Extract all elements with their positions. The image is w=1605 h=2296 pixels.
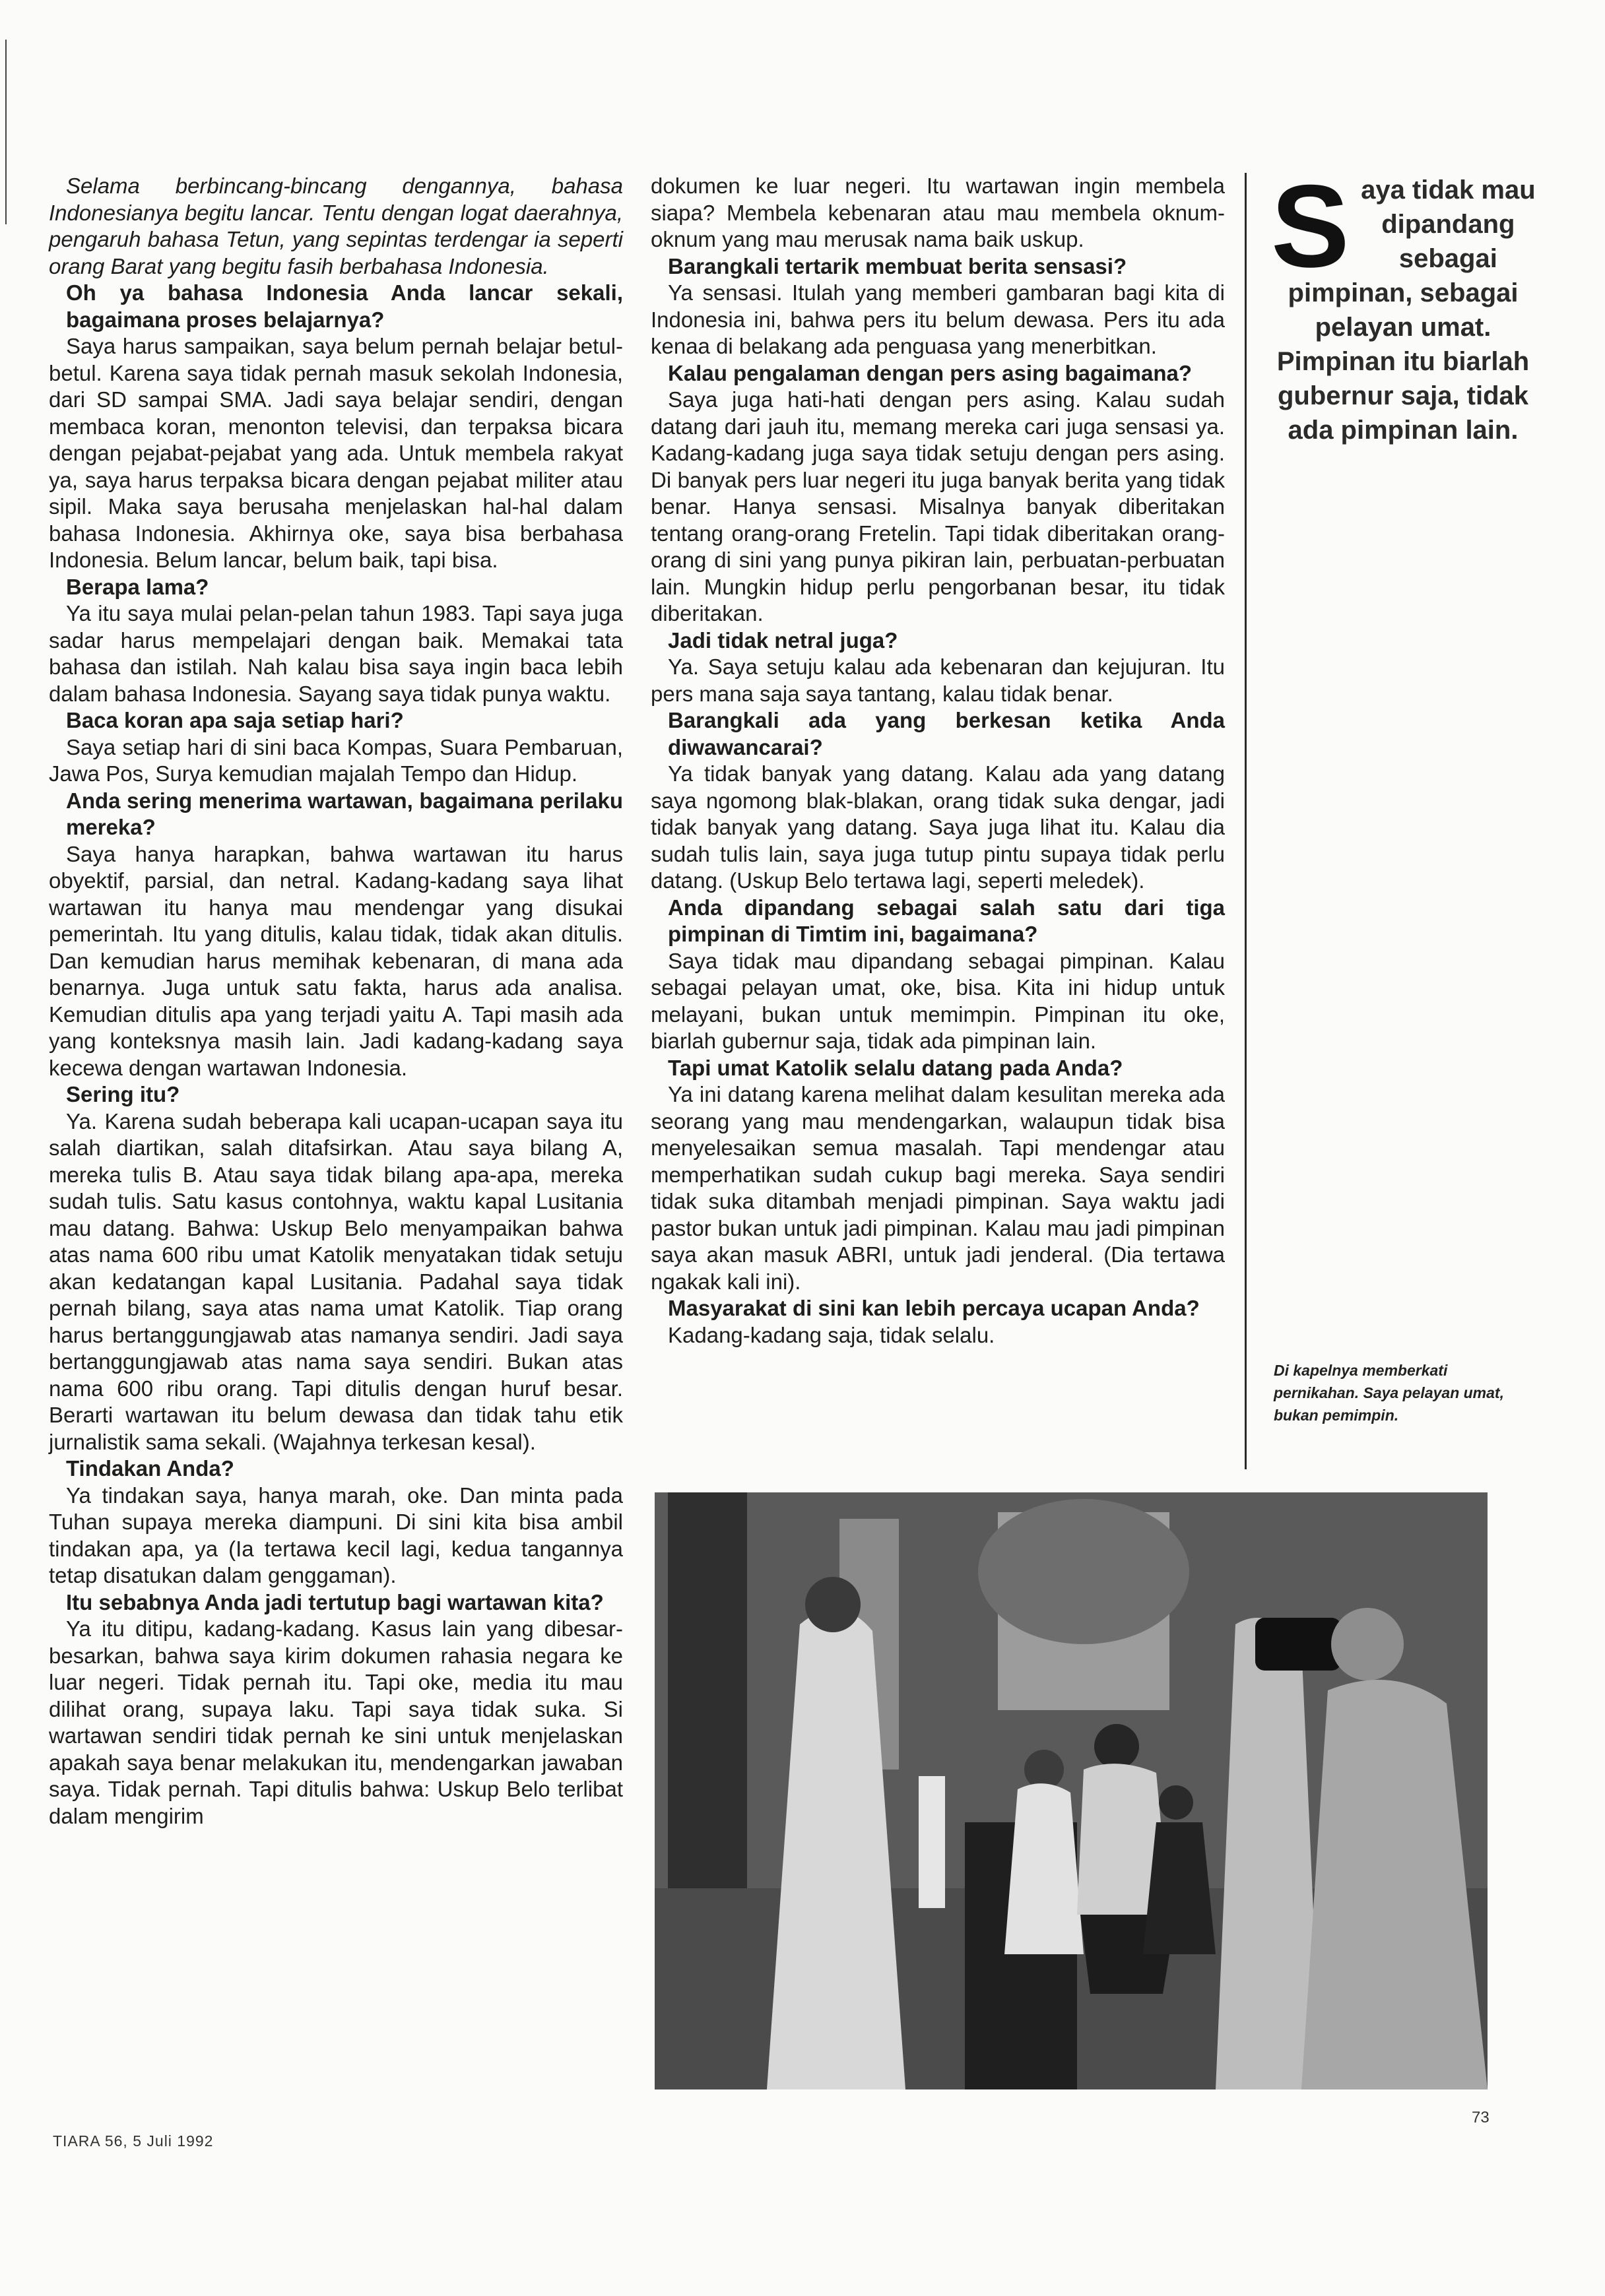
paragraph: Ya tindakan saya, hanya marah, oke. Dan minta pada Tuhan supaya mereka diampuni. Di sini kita bisa ambil tindakan apa, ya (Ia tertawa kecil lagi, kedua tangannya tetap disatukan dalam genggaman). xyxy=(49,1483,623,1587)
paragraph: Ya sensasi. Itulah yang memberi gambaran bagi kita di Indonesia ini, bahwa pers itu belum dewasa. Pers itu ada kenaa di belakang ada penguasa yang menerbitkan. xyxy=(651,280,1225,358)
paragraph: Saya hanya harapkan, bahwa wartawan itu harus obyektif, parsial, dan netral. Kadang-kadang saya lihat wartawan itu hanya mau mendengar yang disukai pemerintah. Itu yang ditulis, kalau tidak, tidak akan ditulis. Dan kemudian harus memihak kebenaran, di mana ada benarnya. Juga untuk satu fakta, harus ada analisa. Kemudian ditulis apa yang terjadi yaitu A. Tapi masih ada yang konteksnya masih lain. Jadi kadang-kadang saya kecewa dengan wartawan Indonesia. xyxy=(49,841,623,1080)
interview-question: Anda dipandang sebagai salah satu dari tiga pimpinan di Timtim ini, bagaimana? xyxy=(668,895,1225,946)
margin-rule xyxy=(5,40,7,224)
paragraph: Ya tidak banyak yang datang. Kalau ada yang datang saya ngomong blak-blakan, orang tidak suka dengar, jadi tidak banyak yang datang. Saya juga lihat itu. Kalau dia sudah tulis lain, saya juga tutup pintu supaya tidak perlu datang. (Uskup Belo tertawa lagi, seperti meledek). xyxy=(651,761,1225,893)
interview-question: Sering itu? xyxy=(66,1082,180,1106)
paragraph: Saya harus sampaikan, saya belum pernah belajar betul-betul. Karena saya tidak pernah masuk sekolah Indonesia, dari SD sampai SMA. Jadi saya belajar sendiri, dengan membaca koran, menonton televisi, dan terpaksa bicara dengan pejabat-pejabat yang ada. Untuk membela rakyat ya, saya harus terpaksa bicara dengan pejabat militer atau sipil. Maka saya berusaha menjelaskan hal-hal dalam bahasa Indonesia. Akhirnya oke, saya bisa berbahasa Indonesia. Belum lancar, belum baik, tapi bisa. xyxy=(49,334,623,572)
paragraph: Ya itu ditipu, kadang-kadang. Kasus lain yang dibesar-besarkan, bahwa saya kirim dokumen rahasia negara ke luar negeri. Tidak pernah itu. Tapi oke, media itu mau dilihat orang, supaya laku. Tapi saya tidak suka. Si wartawan sendiri tidak pernah ke sini untuk menjelaskan apakah saya benar melakukan itu, mendengarkan jawaban saya. Tidak pernah. Tapi ditulis bahwa: Uskup Belo terlibat dalam mengirim xyxy=(49,1616,623,1828)
interview-question: Barangkali tertarik membuat berita sensasi? xyxy=(668,253,1127,278)
interview-question: Kalau pengalaman dengan pers asing bagaimana? xyxy=(668,360,1193,385)
paragraph: Ya ini datang karena melihat dalam kesulitan mereka ada seorang yang mau mendengarkan, walaupun tidak bisa menyelesaikan semua masalah. Tapi mendengar atau memperhatikan sudah cukup bagi mereka. Saya sendiri tidak suka ditambah menjadi pimpinan. Saya waktu jadi pastor bukan untuk jadi pimpinan. Kalau mau jadi pimpinan saya akan masuk ABRI, untuk jadi jenderal. (Dia tertawa ngakak kali ini). xyxy=(651,1082,1225,1294)
interview-question: Masyarakat di sini kan lebih percaya ucapan Anda? xyxy=(668,1296,1200,1320)
paragraph: Ya itu saya mulai pelan-pelan tahun 1983. Tapi saya juga sadar harus mempelajari dengan baik. Memakai tata bahasa dan istilah. Nah kalau bisa saya ingin baca lebih dalam bahasa Indonesia. Sayang saya tidak punya waktu. xyxy=(49,601,623,706)
pull-quote-dropcap: S xyxy=(1271,160,1350,292)
interview-question: Anda sering menerima wartawan, bagaimana perilaku mereka? xyxy=(66,788,623,839)
pull-quote xyxy=(1264,160,1542,447)
column-divider xyxy=(1245,173,1247,1469)
article-column-middle xyxy=(651,173,1225,1349)
interview-question: Oh ya bahasa Indonesia Anda lancar sekali, bagaimana proses belajarnya? xyxy=(66,280,623,332)
paragraph: Kadang-kadang saja, tidak selalu. xyxy=(668,1322,995,1347)
footer-issue: TIARA 56, 5 Juli 1992 xyxy=(53,2132,214,2150)
photo-caption: Di kapelnya memberkati pernikahan. Saya pelayan umat, bukan pemimpin. xyxy=(1274,1362,1504,1424)
interview-question: Itu sebabnya Anda jadi tertutup bagi wartawan kita? xyxy=(66,1589,604,1614)
paragraph: Ya. Karena sudah beberapa kali ucapan-ucapan saya itu salah diartikan, salah ditafsirkan. Atau saya bilang A, mereka tulis B. Atau saya tidak bilang apa-apa, mereka sudah tulis. Satu kasus contohnya, waktu kapal Lusitania mau datang. Bahwa: Uskup Belo menyampaikan bahwa atas nama 600 ribu umat Katolik menyatakan tidak setuju akan kedatangan kapal Lusitania. Padahal saya tidak pernah bilang, saya atas nama umat Katolik. Tiap orang harus bertanggungjawab atas namanya sendiri. Jadi saya bertanggungjawab atas nama saya sendiri. Bukan atas nama 600 ribu orang. Tapi ditulis dengan huruf besar. Berarti wartawan itu belum dewasa dan tidak tahu etik jurnalistik sama sekali. (Wajahnya terkesan kesal). xyxy=(49,1108,623,1454)
paragraph: Ya. Saya setuju kalau ada kebenaran dan kejujuran. Itu pers mana saja saya tantang, kalau tidak benar. xyxy=(651,654,1225,706)
interview-question: Barangkali ada yang berkesan ketika Anda diwawancarai? xyxy=(668,708,1225,759)
pull-quote-text: aya tidak mau dipandang sebagai pimpinan, sebagai pelayan umat. Pimpinan itu biarlah gubernur saja, tidak ada pimpinan lain. xyxy=(1276,175,1536,445)
page-number: 73 xyxy=(1472,2109,1490,2126)
interview-question: Berapa lama? xyxy=(66,574,209,599)
paragraph: Saya setiap hari di sini baca Kompas, Suara Pembaruan, Jawa Pos, Surya kemudian majalah Tempo dan Hidup. xyxy=(49,734,623,786)
interview-question: Jadi tidak netral juga? xyxy=(668,627,898,653)
interview-question: Tapi umat Katolik selalu datang pada Anda? xyxy=(668,1055,1123,1080)
article-column-left xyxy=(49,173,623,1830)
interview-question: Tindakan Anda? xyxy=(66,1456,234,1481)
paragraph: Selama berbincang-bincang dengannya, bahasa Indonesianya begitu lancar. Tentu dengan logat daerahnya, pengaruh bahasa Tetun, yang sepintas terdengar ia seperti orang Barat yang begitu fasih berbahasa Indonesia. xyxy=(49,174,623,278)
paragraph: dokumen ke luar negeri. Itu wartawan ingin membela siapa? Membela kebenaran atau mau membela oknum-oknum yang mau merusak nama baik uskup. xyxy=(651,174,1225,251)
paragraph: Saya tidak mau dipandang sebagai pimpinan. Kalau sebagai pelayan umat, oke, bisa. Kita ini hidup untuk melayani, bukan untuk memimpin. Pimpinan itu oke, biarlah gubernur saja, tidak ada pimpinan lain. xyxy=(651,948,1225,1053)
paragraph: Saya juga hati-hati dengan pers asing. Kalau sudah datang dari jauh itu, memang mereka cari juga sensasi ya. Kadang-kadang juga saya tidak setuju dengan pers asing. Di banyak pers luar negeri itu juga banyak berita yang tidak benar. Hanya sensasi. Misalnya banyak diberitakan tentang orang-orang Fretelin. Tapi tidak diberitakan orang-orang di sini yang punya pikiran lain, perbuatan-perbuatan lain. Mungkin hidup perlu pengorbanan besar, itu tidak diberitakan. xyxy=(651,387,1225,625)
interview-question: Baca koran apa saja setiap hari? xyxy=(66,708,404,732)
wedding-chapel-photo xyxy=(655,1492,1488,2089)
